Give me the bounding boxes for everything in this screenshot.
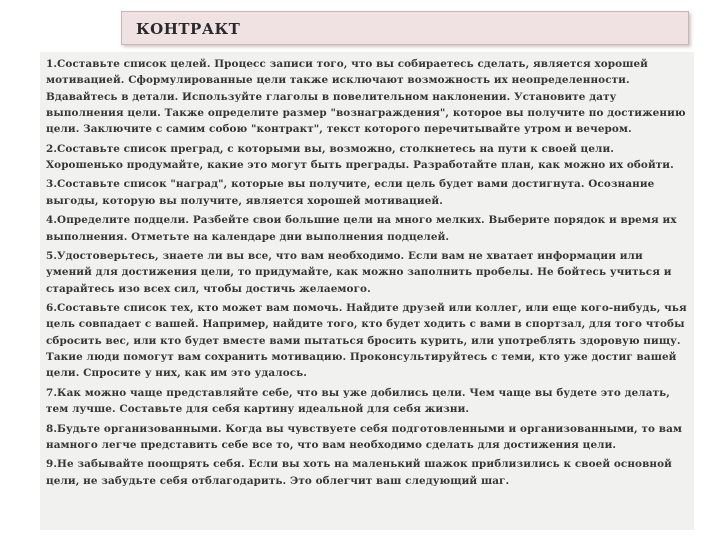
paragraph-9: 9.Не забывайте поощрять себя. Если вы хоть на маленький шажок приблизились к своей основной цели, не забудьте себя отблагодарить. Это облегчит ваш следующий шаг. (46, 458, 672, 487)
paragraph-3: 3.Составьте список "наград", которые вы получите, если цель будет вами достигнута. Осознание выгоды, которую вы получите, является хорошей мотивацией. (46, 178, 655, 207)
paragraph-8: 8.Будьте организованными. Когда вы чувствуете себя подготовленными и организованными, то вам намного легче представить себе все то, что вам необходимо сделать для достижения цели. (46, 422, 683, 451)
paragraph-2: 2.Составьте список преград, с которыми вы, возможно, столкнетесь на пути к своей цели. Хорошенько продумайте, какие это могут быть преграды. Разработайте план, как можно их обойти. (46, 142, 674, 171)
slide-title: КОНТРАКТ (136, 20, 241, 38)
paragraph-4: 4.Определите подцели. Разбейте свои большие цели на много мелких. Выберите порядок и время их выполнения. Отметьте на календаре дни выполнения подцелей. (46, 214, 677, 243)
content-panel (40, 52, 694, 530)
paragraph-5: 5.Удостоверьтесь, знаете ли вы все, что вам необходимо. Если вам не хватает информации или умений для достижения цели, то придумайте, как можно заполнить пробелы. Не бойтесь учиться и старайтесь изо всех сил, чтобы достичь желаемого. (46, 250, 672, 295)
paragraph-1: 1.Составьте список целей. Процесс записи того, что вы собираетесь сделать, является хорошей мотивацией. Сформулированные цели также исключают возможность их неопределенности. Вдавайтесь в детали. Используйте глаголы в повелительном наклонении. Установите дату выполнения цели. Также определите размер "вознаграждения", которое вы получите по достижению цели. Заключите с самим собою "контракт", текст которого перечитывайте утром и вечером. (46, 58, 686, 136)
paragraph-6: 6.Составьте список тех, кто может вам помочь. Найдите друзей или коллег, или еще кого-нибудь, чья цель совпадает с вашей. Например, найдите того, кто будет ходить с вами в спортзал, для того чтобы сбросить вес, или кто будет вместе вами пытаться бросить курить, или употреблять здоровую пищу. Такие люди помогут вам сохранить мотивацию. Проконсультируйтесь с теми, кто уже достиг вашей цели. Спросите у них, как им это удалось. (46, 302, 687, 380)
title-box (121, 11, 689, 45)
paragraph-7: 7.Как можно чаще представляйте себе, что вы уже добились цели. Чем чаще вы будете это делать, тем лучше. Составьте для себя картину идеальной для себя жизни. (46, 386, 670, 416)
